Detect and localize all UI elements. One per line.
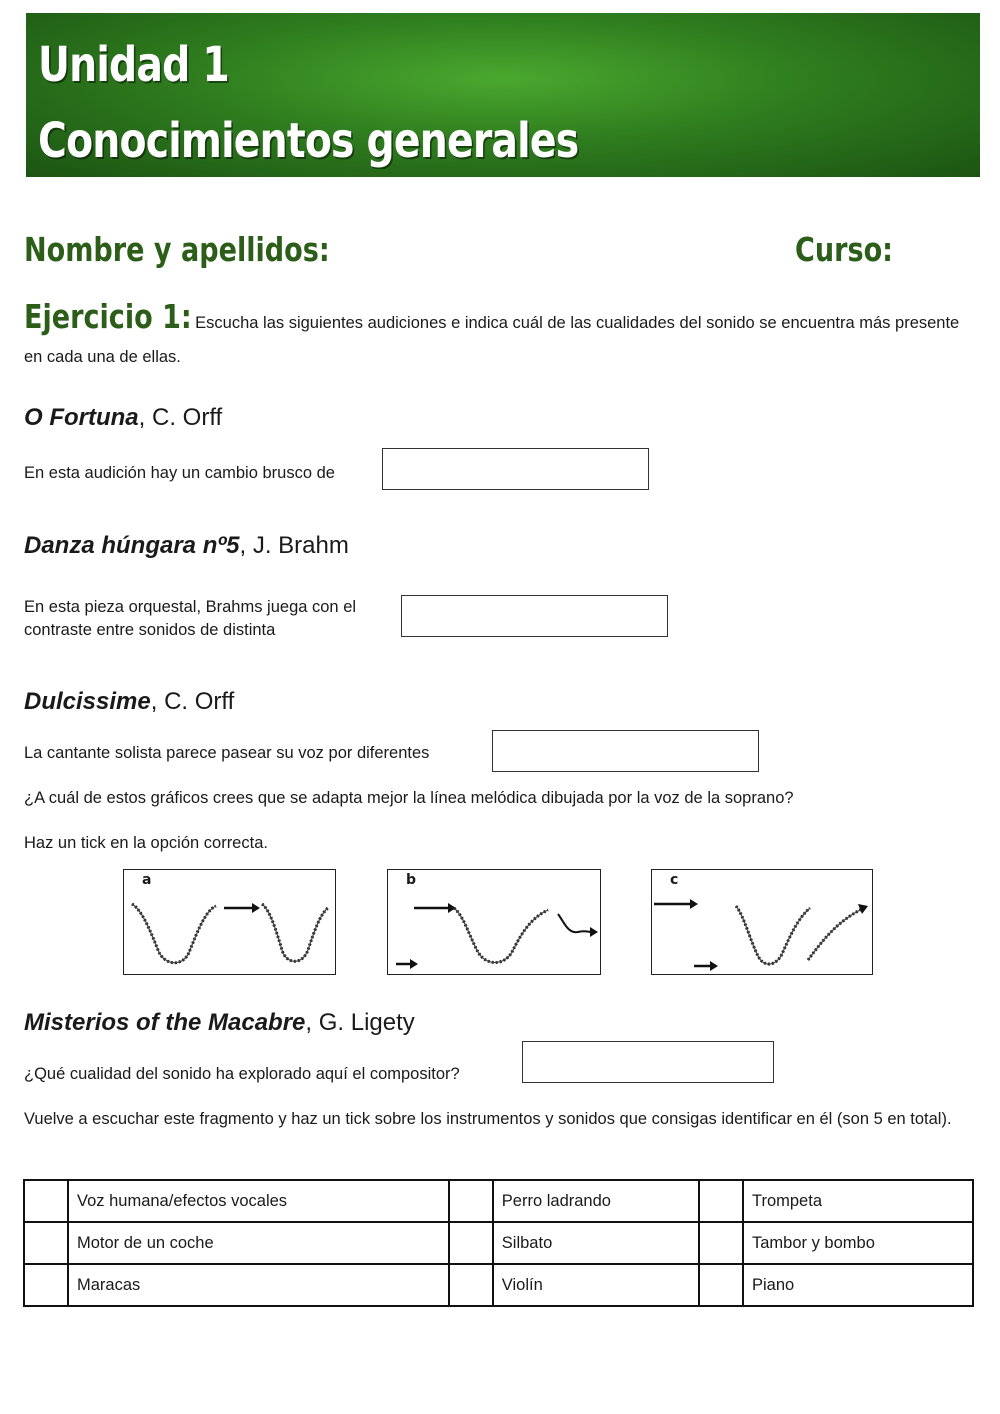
- instrument-cell: Maracas: [68, 1264, 449, 1306]
- piece-composer: , J. Brahm: [239, 532, 349, 559]
- graph-option-c[interactable]: [651, 869, 873, 975]
- name-label: Nombre y apellidos:: [24, 230, 330, 269]
- exercise-instruction: Escucha las siguientes audiciones e indica cuál de las cualidades del sonido se encuentra más presente en cada una de ellas.: [24, 314, 960, 366]
- tick-box[interactable]: [449, 1180, 493, 1222]
- table-row: [24, 1222, 973, 1264]
- instrument-cell: Tambor y bombo: [743, 1222, 973, 1264]
- piece-prompt-4: ¿Qué cualidad del sonido ha explorado aquí el compositor?: [24, 1065, 460, 1083]
- graph-label: a: [142, 872, 152, 888]
- course-label: Curso:: [795, 230, 893, 269]
- tick-box[interactable]: [449, 1264, 493, 1306]
- piece-prompt-1: En esta audición hay un cambio brusco de: [24, 464, 335, 482]
- piece-composer: , C. Orff: [150, 688, 235, 715]
- title-banner: [26, 13, 980, 177]
- graph-label: b: [406, 872, 417, 888]
- instrument-cell: Voz humana/efectos vocales: [68, 1180, 449, 1222]
- tick-box[interactable]: [699, 1222, 743, 1264]
- instrument-cell: Piano: [743, 1264, 973, 1306]
- piece-composer: , G. Ligety: [305, 1009, 415, 1036]
- tick-box[interactable]: [699, 1180, 743, 1222]
- answer-field-2[interactable]: [401, 595, 668, 637]
- graph-question: ¿A cuál de estos gráficos crees que se adapta mejor la línea melódica dibujada por la voz de la soprano?: [24, 789, 794, 807]
- tick-box[interactable]: [449, 1222, 493, 1264]
- piece-heading-2: [24, 532, 349, 560]
- tick-box[interactable]: [24, 1222, 68, 1264]
- graph-label: c: [670, 872, 679, 888]
- piece-composer: , C. Orff: [138, 404, 223, 431]
- piece-prompt-2: En esta pieza orquestal, Brahms juega con el contraste entre sonidos de distinta: [24, 598, 357, 639]
- tick-box[interactable]: [24, 1264, 68, 1306]
- instrument-cell: Violín: [493, 1264, 699, 1306]
- answer-field-4[interactable]: [522, 1041, 774, 1083]
- piece-title: O Fortuna: [24, 404, 139, 431]
- instrument-cell: Motor de un coche: [68, 1222, 449, 1264]
- table-row: [24, 1180, 973, 1222]
- melody-graph-b-icon: [388, 870, 600, 974]
- piece-title: Danza húngara nº5: [24, 532, 240, 559]
- tick-box[interactable]: [24, 1180, 68, 1222]
- instrument-cell: Trompeta: [743, 1180, 973, 1222]
- unit-subtitle: Conocimientos generales: [38, 113, 579, 169]
- table-row: [24, 1264, 973, 1306]
- piece-title: Dulcissime: [24, 688, 151, 715]
- listen-again-instruction: Vuelve a escuchar este fragmento y haz un tick sobre los instrumentos y sonidos que consigas identificar en él (son 5 en total).: [24, 1110, 952, 1128]
- tick-instruction: Haz un tick en la opción correcta.: [24, 834, 268, 852]
- piece-title: Misterios of the Macabre: [24, 1009, 306, 1036]
- graph-option-a[interactable]: [123, 869, 336, 975]
- exercise-intro: [24, 297, 979, 374]
- answer-field-3[interactable]: [492, 730, 759, 772]
- piece-heading-4: [24, 1009, 415, 1037]
- graph-option-b[interactable]: [387, 869, 601, 975]
- unit-title: Unidad 1: [38, 37, 229, 93]
- piece-heading-3: [24, 688, 234, 716]
- instrument-cell: Perro ladrando: [493, 1180, 699, 1222]
- piece-heading-1: [24, 404, 222, 432]
- melody-graph-c-icon: [652, 870, 872, 974]
- piece-prompt-3: La cantante solista parece pasear su voz por diferentes: [24, 744, 430, 762]
- instrument-cell: Silbato: [493, 1222, 699, 1264]
- answer-field-1[interactable]: [382, 448, 649, 490]
- exercise-title: Ejercicio 1:: [24, 297, 192, 336]
- instruments-table: [23, 1179, 974, 1307]
- tick-box[interactable]: [699, 1264, 743, 1306]
- melody-graph-a-icon: [124, 870, 335, 974]
